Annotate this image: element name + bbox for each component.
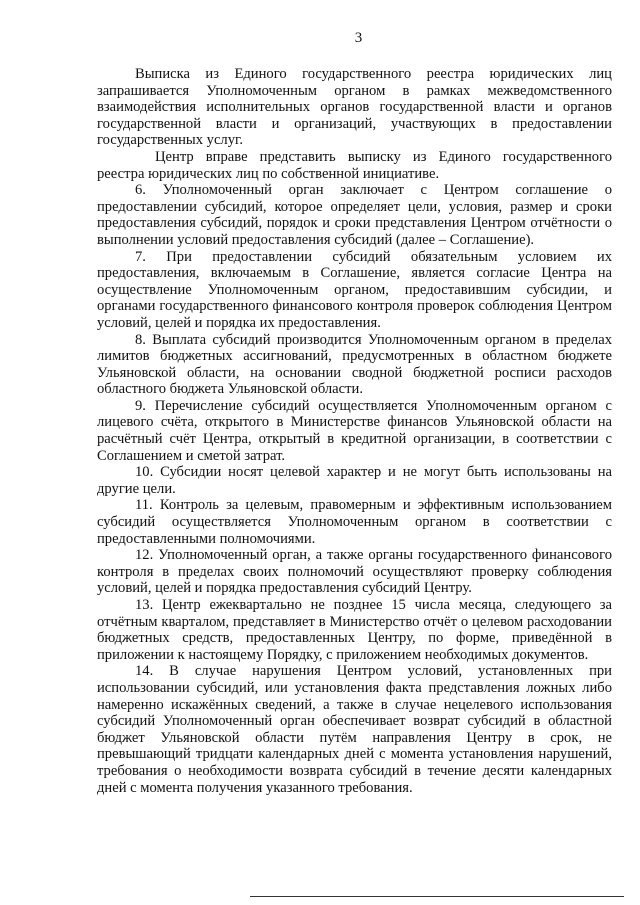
footer-divider (250, 896, 624, 897)
document-page (97, 28, 612, 796)
paragraph-egrul-own-initiative: Центр вправе представить выписку из Единого государственного реестра юридических лиц по собственной инициативе. (97, 148, 612, 182)
paragraph-egrul-request: Выписка из Единого государственного реестра юридических лиц запрашивается Уполномоченным органом в рамках межведомственного взаимодействия исполнительных органов государственной власти и органов государственной власти и организаций, участвующих в предоставлении государственных услуг. (97, 66, 612, 149)
paragraph-item-13-report: 13. Центр ежеквартально не позднее 15 числа месяца, следующего за отчётным кварталом, представляет в Министерство отчёт о целевом расходовании бюджетных средств, предоставленных Центру, по форме, приведённой в приложении к настоящему Порядку, с приложением необходимых документов. (97, 597, 612, 663)
paragraph-item-14-refund: 14. В случае нарушения Центром условий, установленных при использовании субсидий, или установления факта представления ложных либо намеренно искажённых сведений, а также в случае нецелевого использования субсидий Уполномоченный орган обеспечивает возврат субсидий в областной бюджет Ульяновской области путём направления Центру в срок, не превышающий тридцати календарных дней с момента установления нарушений, требования о необходимости возврата субсидий в течение десяти календарных дней с момента получения указанного требования. (97, 663, 612, 796)
paragraph-item-11-control: 11. Контроль за целевым, правомерным и эффективным использованием субсидий осуществляется Уполномоченным органом в соответствии с предоставленными полномочиями. (97, 497, 612, 547)
paragraph-item-12-verification: 12. Уполномоченный орган, а также органы государственного финансового контроля в пределах своих полномочий осуществляют проверку соблюдения условий, целей и порядка предоставления субсидий Центру. (97, 547, 612, 597)
paragraph-item-6-agreement: 6. Уполномоченный орган заключает с Центром соглашение о предоставлении субсидий, которое определяет цели, условия, размер и сроки предоставления субсидий, порядок и сроки представления Центром отчётности о выполнении условий предоставления субсидий (далее – Соглашение). (97, 182, 612, 248)
page-number: 3 (354, 30, 363, 46)
paragraph-item-7-consent: 7. При предоставлении субсидий обязательным условием их предоставления, включаемым в Соглашение, является согласие Центра на осуществление Уполномоченным органом, предоставившим субсидии, и органами государственного финансового контроля проверок соблюдения Центром условий, целей и порядка их предоставления. (97, 248, 612, 331)
paragraph-item-10-purpose: 10. Субсидии носят целевой характер и не могут быть использованы на другие цели. (97, 464, 612, 497)
paragraph-item-9-transfer: 9. Перечисление субсидий осуществляется Уполномоченным органом с лицевого счёта, открытого в Министерстве финансов Ульяновской области на расчётный счёт Центра, открытый в кредитной организации, в соответствии с Соглашением и сметой затрат. (97, 397, 612, 464)
paragraph-item-8-payment: 8. Выплата субсидий производится Уполномоченным органом в пределах лимитов бюджетных ассигнований, предусмотренных в областном бюджете Ульяновской области, на основании сводной бюджетной росписи расходов областного бюджета Ульяновской области. (97, 331, 612, 398)
